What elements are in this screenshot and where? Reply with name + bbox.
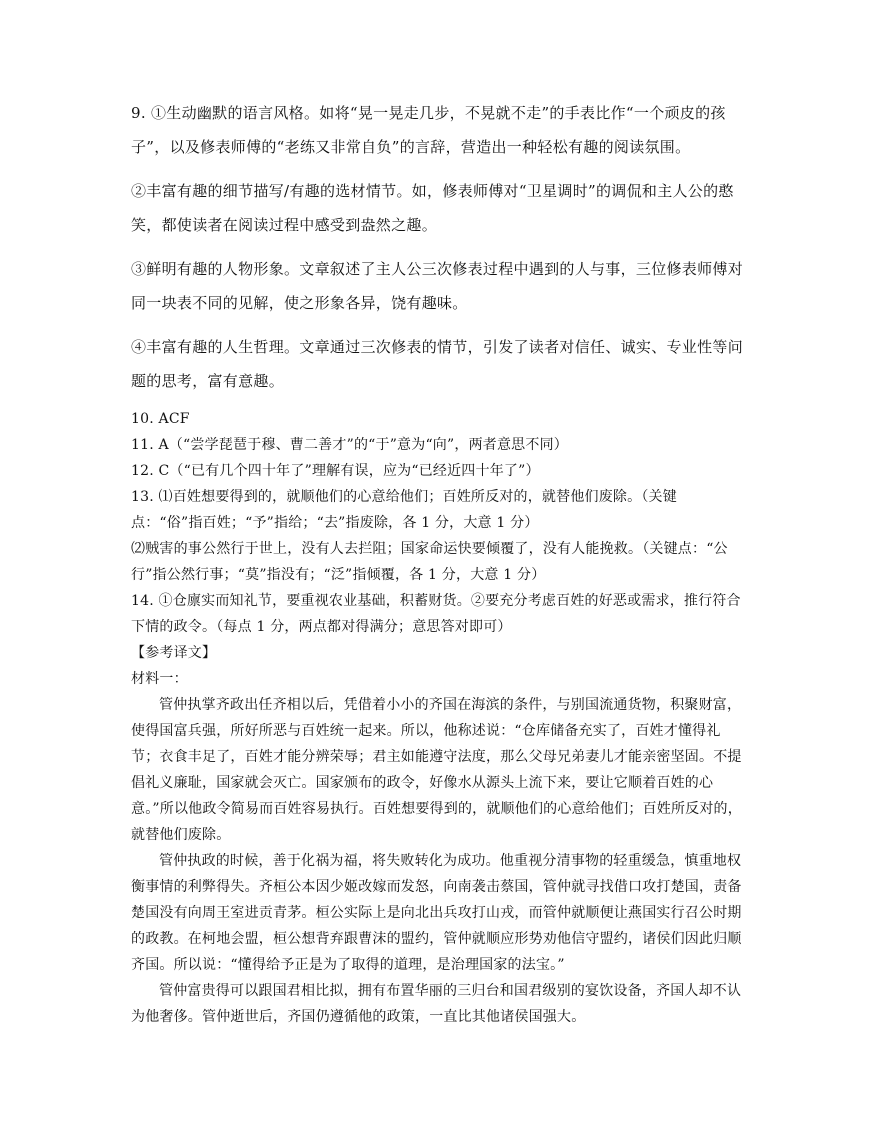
reference-translation-title: 【参考译文】 — [131, 645, 217, 661]
answer-9-point-3: ③鲜明有趣的人物形象。文章叙述了主人公三次修表过程中遇到的人与事，三位修表师傅对同一块表不同的见解，使之形象各异，饶有趣味。 — [131, 260, 744, 312]
answer-14: 14. ①仓廪实而知礼节，要重视农业基础，积蓄财货。②要充分考虑百姓的好恶或需求，推行符合下情的政令。（每点 1 分，两点都对得满分；意思答对即可） — [131, 593, 741, 635]
answers-10-14 — [131, 406, 743, 1030]
answer-9-point-2: ②丰富有趣的细节描写/有趣的选材情节。如，修表师傅对“卫星调时”的调侃和主人公的憨笑，都使读者在阅读过程中感受到盎然之趣。 — [131, 182, 734, 234]
material-one-label: 材料一： — [131, 671, 188, 687]
translation-paragraph-1: 管仲执掌齐政出任齐相以后，凭借着小小的齐国在海滨的条件，与别国流通货物，积聚财富，使得国富兵强，所好所恶与百姓统一起来。所以，他称述说：“仓库储备充实了，百姓才懂得礼节；衣食丰足了，百姓才能分辨荣辱；君主如能遵守法度，那么父母兄弟妻儿才能亲密坚固。不提倡礼义廉耻，国家就会灭亡。国家颁布的政令，好像水从源头上流下来，要让它顺着百姓的心意。”所以他政令简易而百姓容易执行。百姓想要得到的，就顺他们的心意给他们；百姓所反对的，就替他们废除。 — [131, 697, 742, 843]
answer-13-part-1: 13. ⑴百姓想要得到的，就顺他们的心意给他们；百姓所反对的，就替他们废除。（关键点：“俗”指百姓；“予”指给；“去”指废除，各 1 分，大意 1 分） — [131, 489, 677, 531]
answer-11: 11. A（“尝学琵琶于穆、曹二善才”的“于”意为“向”，两者意思不同） — [131, 437, 568, 453]
answer-9-point-4: ④丰富有趣的人生哲理。文章通过三次修表的情节，引发了读者对信任、诚实、专业性等问题的思考，富有意趣。 — [131, 338, 744, 390]
translation-paragraph-2: 管仲执政的时候，善于化祸为福，将失败转化为成功。他重视分清事物的轻重缓急，慎重地权衡事情的利弊得失。齐桓公本因少姬改嫁而发怒，向南袭击蔡国，管仲就寻找借口攻打楚国，责备楚国没有向周王室进贡青茅。桓公实际上是向北出兵攻打山戎，而管仲就顺便让燕国实行召公时期的政教。在柯地会盟，桓公想背弃跟曹沫的盟约，管仲就顺应形势劝他信守盟约，诸侯们因此归顺齐国。所以说：“懂得给予正是为了取得的道理，是治理国家的法宝。” — [131, 853, 742, 973]
translation-paragraph-3: 管仲富贵得可以跟国君相比拟，拥有布置华丽的三归台和国君级别的宴饮设备，齐国人却不认为他奢侈。管仲逝世后，齐国仍遵循他的政策，一直比其他诸侯国强大。 — [131, 983, 742, 1025]
answer-9-section — [131, 96, 743, 398]
answer-12: 12. C（“已有几个四十年了”理解有误，应为“已经近四十年了”） — [131, 463, 540, 479]
answer-10: 10. ACF — [131, 411, 190, 427]
answer-9-point-1: 9. ①生动幽默的语言风格。如将“晃一晃走几步，不晃就不走”的手表比作“一个顽皮的孩子”，以及修表师傅的“老练又非常自负”的言辞，营造出一种轻松有趣的阅读氛围。 — [131, 104, 726, 156]
answer-13-part-2: ⑵贼害的事公然行于世上，没有人去拦阻；国家命运快要倾覆了，没有人能挽救。（关键点：“公行”指公然行事；“莫”指没有；“泛”指倾覆，各 1 分，大意 1 分） — [131, 541, 728, 583]
